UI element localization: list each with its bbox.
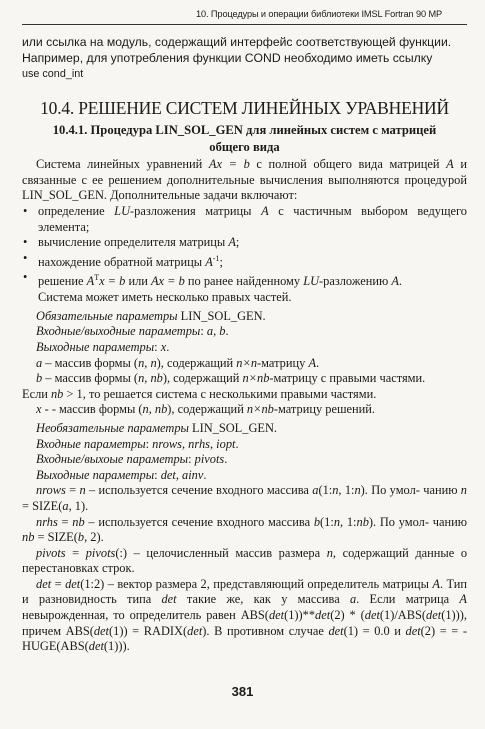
required-output-params: Выходные параметры: x. xyxy=(36,339,170,354)
required-io-params: Входные/выходные параметры: a, b. xyxy=(36,324,229,339)
param-pivots: pivots = pivots(:) – целочисленный массив размера n, содержащий данные о перестановках строк. xyxy=(22,545,468,576)
subsection-title-line-2: общего вида xyxy=(209,140,280,155)
param-nrows: nrows = n – используется сечение входного массива a(1:n, 1:n). По умол- чанию n = SIZE(a, 1). xyxy=(22,483,467,513)
optional-params-title: Необязательные параметры LIN_SOL_GEN. xyxy=(36,420,278,435)
running-head: 10. Процедуры и операции библиотеки IMSL Fortran 90 MP xyxy=(196,9,443,19)
intro-line-2: Например, для употребления функции COND необходимо иметь ссылку xyxy=(22,50,433,65)
bullet-lu: • определение LU-разложения матрицы A с частичным выбором ведущего элемента; xyxy=(22,204,467,235)
optional-input-params: Входные параметры: nrows, nrhs, iopt. xyxy=(36,436,239,451)
header-rule xyxy=(22,24,467,25)
param-nrhs: nrhs = nb – используется сечение входного массива b(1:n, 1:nb). По умол- чанию nb = SIZE(b, 2). xyxy=(22,514,467,545)
intro-paragraph: Система линейных уравнений Ax = b с полной общего вида матрицей A и связанные с ее решением дополнительные вычисления выполняются процедурой LIN_SOL_GEN. Дополнительные задачи включают: xyxy=(22,157,467,203)
param-b: b – массив формы (n, nb), содержащий n×nb-матрицу с правыми частями. Если nb > 1, то решается система с несколькими правыми частями. xyxy=(22,371,426,401)
page-body xyxy=(22,35,467,655)
code-sample: use cond_int xyxy=(22,68,84,81)
param-x: x - - массив формы (n, nb), содержащий n×nb-матрицу решений. xyxy=(36,402,375,417)
bullet-solve: • решение $A^Tx = b$ или Ax = b по ранее найденному LU-разложению A. Система может иметь несколько правых частей. xyxy=(22,270,467,305)
bullet-inverse: • нахождение обратной матрицы $A^{-1}$; xyxy=(22,251,467,271)
page-number: 381 xyxy=(231,684,254,699)
bullet-determinant: • вычисление определителя матрицы A; xyxy=(22,235,467,251)
param-a: a – массив формы (n, n), содержащий n×n-матрицу A. xyxy=(36,355,320,370)
optional-output-params: Выходные параметры: det, ainv. xyxy=(36,467,207,482)
intro-line-1: или ссылка на модуль, содержащий интерфейс соответствующей функции. xyxy=(22,35,452,49)
optional-io-params: Входные/выхоые параметры: pivots. xyxy=(36,452,228,467)
subsection-title-line-1: 10.4.1. Процедура LIN_SOL_GEN для линейных систем с матрицей xyxy=(52,123,437,138)
param-det: det = det(1:2) – вектор размера 2, представляющий определитель матрицы A. Тип и разновидность типа det такие же, как у массива a. Если матрица A невырожденная, то определитель равен ABS(det(1))**det(2) * (det(1)/ABS(det(1))), причем ABS(det(1)) = RADIX(det). В противном случае det(1) = 0.0 и det(2) = = -HUGE(ABS(det(1))). xyxy=(22,576,468,654)
section-title: 10.4. РЕШЕНИЕ СИСТЕМ ЛИНЕЙНЫХ УРАВНЕНИЙ xyxy=(40,98,449,119)
required-params-title: Обязательные параметры LIN_SOL_GEN. xyxy=(36,308,266,323)
